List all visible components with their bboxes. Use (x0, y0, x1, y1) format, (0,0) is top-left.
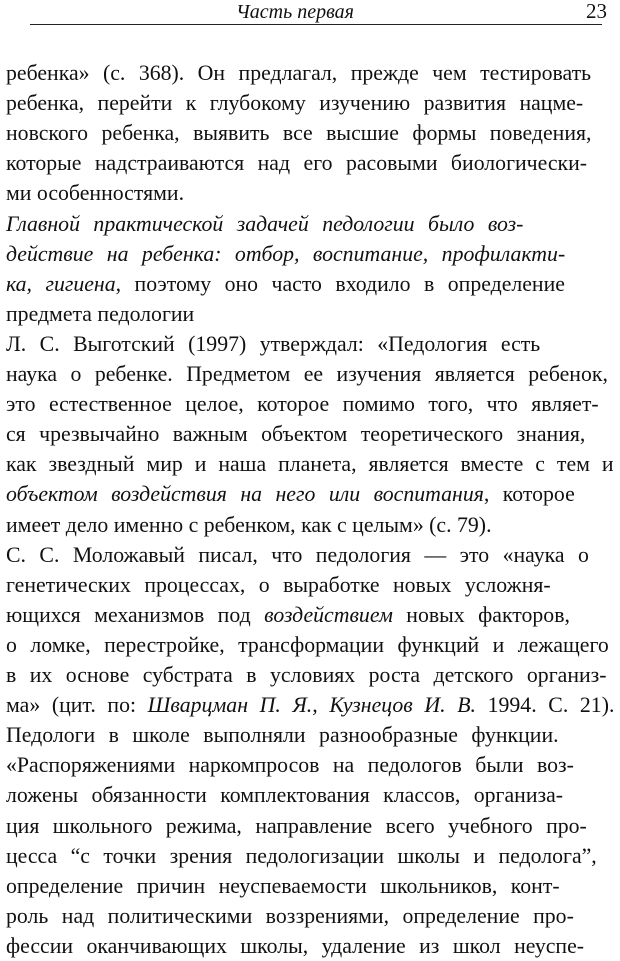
text-line (6, 329, 540, 359)
text-run: ся чрезвычайно важным объектом теоретического знания, (6, 422, 586, 447)
text-line (6, 359, 608, 389)
text-line (6, 479, 575, 509)
text-run: С. С. Моложавый писал, что педология — это «наука о (6, 542, 589, 567)
italic-text-run: действие на ребенка: отбор, воспитание, профилакти- (6, 241, 566, 266)
text-run: ция школьного режима, направление всего учебного про- (6, 813, 587, 838)
text-line (6, 118, 591, 148)
text-run: предмета педологии (6, 301, 195, 326)
text-line (6, 510, 492, 540)
text-run: генетических процессах, о выработке новых усложня- (6, 572, 551, 597)
text-line (6, 690, 614, 720)
text-run: имеет дело именно с ребенком, как с целым» (с. 79). (6, 512, 492, 537)
text-run: , поэтому оно часто входило в определение (115, 271, 565, 296)
text-run: 1994. С. 21). (475, 693, 615, 718)
text-run: ребенка, перейти к глубокому изучению развития нацме- (6, 91, 584, 116)
text-run: ложены обязанности комплектования классов, организа- (6, 783, 564, 808)
text-run: ма» (цит. по: (6, 693, 148, 718)
text-line (6, 841, 597, 871)
text-run: это естественное целое, которое помимо того, что являет- (6, 392, 599, 417)
text-run: «Распоряжениями наркомпросов на педологов были воз- (6, 753, 574, 778)
text-run: Л. С. Выготский (1997) утверждал: «Педология есть (6, 331, 541, 356)
text-run: определение причин неуспеваемости школьников, конт- (6, 873, 560, 898)
text-line (6, 871, 560, 901)
text-line (6, 148, 587, 178)
text-run: ребенка» (с. 368). Он предлагал, прежде чем тестировать (6, 61, 592, 85)
text-line (6, 88, 583, 118)
running-head (0, 0, 620, 26)
header-rule (30, 24, 602, 25)
text-line (6, 449, 614, 479)
text-line (6, 209, 523, 239)
italic-text-run: Шварцман П. Я., Кузнецов И. В. (147, 693, 476, 718)
text-line (6, 269, 565, 299)
text-run: Педологи в школе выполняли разнообразные функции. (6, 723, 559, 748)
italic-text-run: объектом воздействия на него или воспитания (6, 482, 484, 507)
text-run: ющихся механизмов под (6, 602, 265, 627)
text-line (6, 570, 551, 600)
text-line (6, 239, 565, 269)
text-run: которые надстраиваются над его расовыми биологически- (6, 151, 588, 176)
italic-text-run: ка, гигиена (6, 271, 116, 296)
text-line (6, 58, 591, 88)
italic-text-run: Главной практической задачей педологии было воз- (6, 211, 524, 236)
text-run: новского ребенка, выявить все высшие формы поведения, (6, 121, 592, 146)
text-run: ми особенностями. (6, 181, 185, 206)
text-run: в их основе субстрата в условиях роста детского организ- (6, 663, 607, 687)
text-run: , которое (483, 482, 575, 507)
text-run: новых факторов, (392, 602, 570, 627)
text-line (6, 660, 607, 690)
text-line (6, 299, 194, 329)
text-run: о ломке, перестройке, трансформации функций и лежащего (6, 632, 609, 657)
italic-text-run: воздействием (264, 602, 393, 627)
text-line (6, 630, 609, 660)
text-run: фессии оканчивающих школы, удаление из школ неуспе- (6, 933, 585, 958)
text-line (6, 389, 599, 419)
text-line (6, 540, 589, 570)
text-line (6, 178, 184, 208)
text-line (6, 419, 585, 449)
text-run: наука о ребенке. Предметом ее изучения является ребенок, (6, 362, 608, 386)
text-line (6, 901, 574, 931)
text-line (6, 811, 587, 841)
text-line (6, 720, 559, 750)
text-line (6, 600, 570, 630)
page-number: 23 (586, 0, 607, 23)
text-run: как звездный мир и наша планета, является вместе с тем и (6, 452, 614, 477)
running-title: Часть первая (236, 1, 354, 23)
text-line (6, 931, 584, 961)
text-line (6, 780, 563, 810)
text-run: роль над политическими воззрениями, определение про- (6, 903, 574, 928)
text-line (6, 750, 574, 780)
text-run: цесса “с точки зрения педологизации школы и педолога”, (6, 843, 597, 868)
